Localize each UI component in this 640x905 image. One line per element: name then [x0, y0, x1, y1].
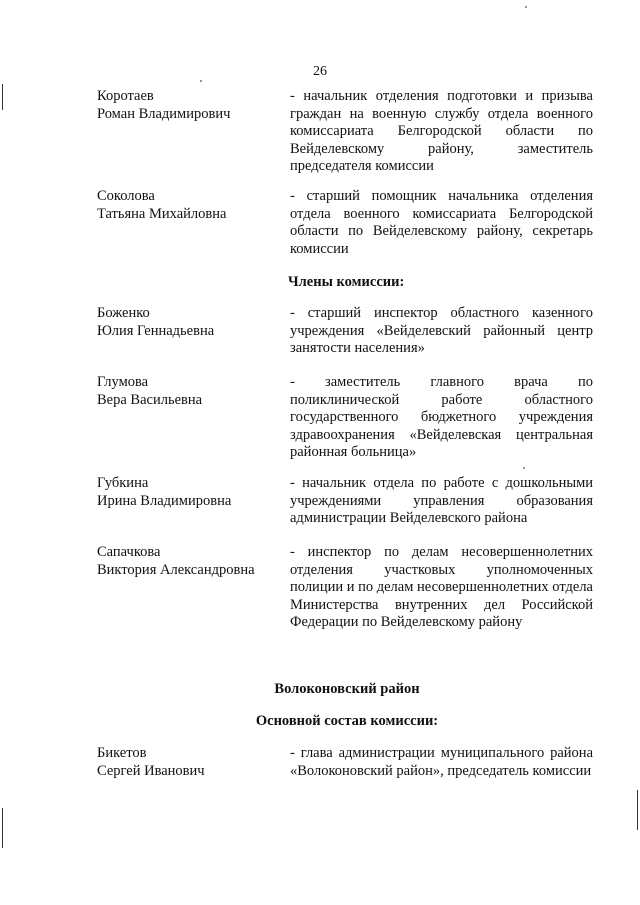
- scan-edge-mark: [637, 790, 638, 830]
- member-role: - начальник отделения подготовки и призыва граждан на военную службу отдела военного комиссариата Белгородской области по Вейделевскому району, заместитель председателя комиссии: [290, 88, 593, 175]
- member-role: - начальник отдела по работе с дошкольными учреждениями управления образования администрации Вейделевского района: [290, 475, 593, 527]
- member-role: - инспектор по делам несовершеннолетних отделения участковых уполномоченных полиции и по делам несовершеннолетних отдела Министерства внутренних дел Российской Федерации по Вейделевскому району: [290, 544, 593, 631]
- member-given-names: Сергей Иванович: [97, 762, 205, 779]
- member-role: - старший помощник начальника отделения отдела военного комиссариата Белгородской области по Вейделевскому району, секретарь комиссии: [290, 188, 593, 257]
- member-given-names: Ирина Владимировна: [97, 492, 232, 509]
- member-name: [97, 745, 282, 780]
- scan-edge-mark: [2, 808, 3, 848]
- member-surname: Соколова: [97, 188, 155, 204]
- member-given-names: Татьяна Михайловна: [97, 205, 227, 222]
- member-name: [97, 374, 282, 409]
- member-given-names: Юлия Геннадьевна: [97, 322, 215, 339]
- member-given-names: Роман Владимирович: [97, 105, 231, 122]
- scan-edge-mark: [2, 84, 3, 110]
- member-name: [97, 188, 282, 223]
- member-role: - заместитель главного врача по поликлинической работе областного государственного бюджетного учреждения здравоохранения «Вейделевская центральная районная больница»: [290, 374, 593, 461]
- member-role: - старший инспектор областного казенного учреждения «Вейделевский районный центр занятости населения»: [290, 305, 593, 357]
- member-given-names: Вера Васильевна: [97, 391, 203, 408]
- member-name: [97, 88, 282, 123]
- member-name: [97, 475, 282, 510]
- scan-speck: [525, 6, 527, 8]
- member-surname: Губкина: [97, 475, 149, 491]
- member-role: - глава администрации муниципального района «Волоконовский район», председатель комиссии: [290, 745, 593, 779]
- member-name: [97, 305, 282, 340]
- scan-speck: [200, 80, 202, 82]
- main-composition-heading: Основной состав комиссии:: [255, 713, 439, 729]
- members-heading: Члены комиссии:: [288, 274, 405, 290]
- member-surname: Коротаев: [97, 88, 154, 104]
- member-surname: Глумова: [97, 374, 149, 390]
- member-surname: Боженко: [97, 305, 150, 321]
- member-surname: Бикетов: [97, 745, 147, 761]
- member-surname: Сапачкова: [97, 544, 161, 560]
- district-heading: Волоконовский район: [274, 681, 420, 697]
- page-number: 26: [313, 64, 327, 79]
- member-given-names: Виктория Александровна: [97, 561, 255, 578]
- scan-speck: [523, 467, 525, 469]
- member-name: [97, 544, 282, 579]
